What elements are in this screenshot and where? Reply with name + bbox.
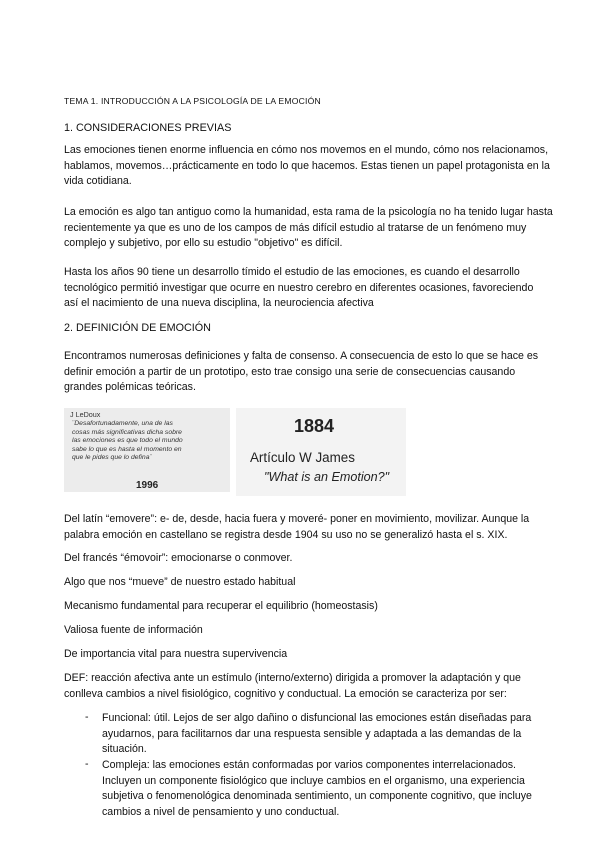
text-line: vida cotidiana.: [64, 175, 132, 187]
quote-line: sabe lo que es hasta el momento en: [72, 445, 182, 453]
section1-paragraph-1: [64, 143, 584, 190]
figure-quote: [72, 420, 224, 463]
section1-paragraph-3: [64, 265, 584, 312]
section2-heading: 2. DEFINICIÓN DE EMOCIÓN: [64, 322, 211, 334]
text-line: Funcional: útil. Lejos de ser algo dañino o disfuncional las emociones están diseñadas para: [102, 712, 532, 724]
text-line: hablamos, movemos…prácticamente en todo lo que hacemos. Estas tienen un papel protagonista en la: [64, 159, 550, 172]
bullet-dash: -: [85, 711, 89, 723]
text-line: definir emoción a partir de un prototipo, esto trae consigo una serie de consecuencias causando: [64, 365, 516, 378]
figure-year: 1884: [294, 416, 335, 436]
figure-article: Artículo W James: [250, 450, 355, 465]
text-line: subjetiva o fenomenológica denominada sentimiento, un componente cognitivo, que incluye: [102, 790, 532, 802]
text-line: situación.: [102, 743, 147, 755]
text-line: conlleva cambios a nivel fisiológico, cognitivo y conductual. La emoción se caracteriza por ser:: [64, 687, 507, 700]
text-line: Hasta los años 90 tiene un desarrollo tímido el estudio de las emociones, es cuando el desarrollo: [64, 266, 520, 278]
text-line: ayudarnos, para facilitarnos dar una respuesta sensible y adaptada a las demandas de la: [102, 727, 522, 740]
figure-year: 1996: [136, 480, 159, 491]
figure-author: J LeDoux: [70, 410, 101, 419]
definition-line: Valiosa fuente de información: [64, 624, 203, 636]
bullet-dash: -: [85, 758, 89, 770]
quote-line: ¨Desafortunadamente, una de las: [72, 420, 173, 427]
text-line: así el nacimiento de una nueva disciplina, la neurociencia afectiva: [64, 297, 374, 309]
section1-heading: 1. CONSIDERACIONES PREVIAS: [64, 122, 232, 134]
definition-line: Algo que nos “mueve” de nuestro estado habitual: [64, 576, 296, 588]
bullet-item-funcional: [102, 711, 582, 758]
text-line: Incluyen un componente fisiológico que incluye cambios en el organismo, una experiencia: [102, 774, 525, 787]
ledoux-quote-image: [64, 408, 230, 492]
text-line: complejo y subjetivo, por ello su estudio "objetivo" es difícil.: [64, 237, 343, 249]
definition-line: De importancia vital para nuestra supervivencia: [64, 648, 288, 660]
james-article-image: [236, 408, 406, 496]
text-line: La emoción es algo tan antiguo como la humanidad, esta rama de la psicología no ha tenido lugar hasta: [64, 206, 553, 218]
text-line: recientemente ya que es uno de los campos de más difícil estudio al tratarse de un fenómeno muy: [64, 221, 527, 234]
text-line: Las emociones tienen enorme influencia en cómo nos movemos en el mundo, cómo nos relacionamos,: [64, 144, 549, 156]
definition-line: Del francés “émovoir”: emocionarse o conmover.: [64, 552, 293, 564]
text-line: palabra emoción en castellano se registra desde 1904 su uso no se generalizó hasta el s. XIX.: [64, 528, 508, 541]
text-line: tecnológico permitió investigar que ocurre en nuestro cerebro en diferentes ocasiones, favoreciendo: [64, 281, 534, 294]
def-paragraph: [64, 671, 584, 702]
text-line: Del latín “emovere”: e- de, desde, hacia fuera y moveré- poner en movimiento, movilizar. Aunque la: [64, 513, 530, 525]
section1-paragraph-2: [64, 205, 584, 252]
bullet-item-compleja: [102, 758, 582, 820]
text-line: DEF: reacción afectiva ante un estímulo (interno/externo) dirigida a promover la adaptación y que: [64, 672, 521, 684]
figure-title: "What is an Emotion?": [264, 470, 390, 484]
text-line: cambios a nivel de pensamiento y uno conductual.: [102, 805, 340, 818]
quote-line: las emociones es que todo el mundo: [72, 437, 183, 445]
latin-paragraph: [64, 512, 584, 543]
quote-line: que le pides que lo defina¨: [72, 454, 152, 462]
text-line: Encontramos numerosas definiciones y falta de consenso. A consecuencia de esto lo que se hace es: [64, 350, 539, 362]
text-line: Compleja: las emociones están conformadas por varios componentes interrelacionados.: [102, 759, 516, 771]
document-title: TEMA 1. INTRODUCCIÓN A LA PSICOLOGÍA DE LA EMOCIÓN: [64, 96, 321, 106]
definition-line: Mecanismo fundamental para recuperar el equilibrio (homeostasis): [64, 600, 378, 612]
text-line: grandes polémicas teóricas.: [64, 381, 196, 393]
quote-line: cosas más significativas dicha sobre: [72, 428, 182, 436]
section2-intro: [64, 349, 584, 396]
